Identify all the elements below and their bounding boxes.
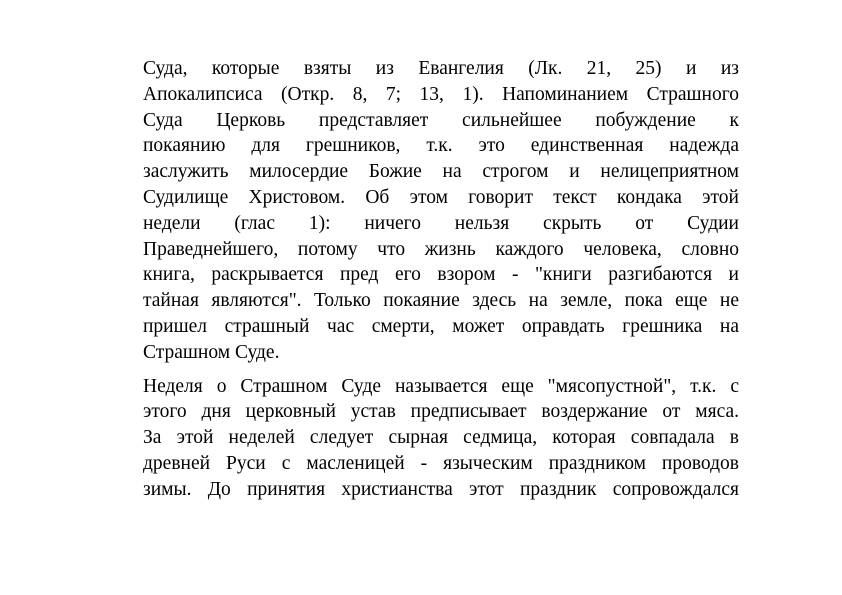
text-line: Суда, которые взяты из Евангелия (Лк. 21, 25) и из [143, 58, 739, 79]
text-line: Страшном Суде. [143, 341, 280, 363]
text-line: зимы. До принятия христианства этот праздник сопровождался [143, 478, 739, 500]
text-line: древней Руси с масленицей - языческим праздником проводов [143, 452, 739, 474]
text-line: этого дня церковный устав предписывает воздержание от мяса. [143, 401, 739, 423]
text-line: тайная являются". Только покаяние здесь на земле, пока еще не [143, 290, 739, 312]
text-line: Неделя о Страшном Суде называется еще "мясопустной", т.к. с [143, 375, 739, 397]
text-line: книга, раскрывается пред его взором - "книги разгибаются и [143, 264, 739, 286]
text-line: покаянию для грешников, т.к. это единственная надежда [143, 135, 739, 157]
body-text [143, 56, 739, 503]
text-line: Апокалипсиса (Откр. 8, 7; 13, 1). Напоминанием Страшного [143, 83, 739, 105]
text-line: пришел страшный час смерти, может оправдать грешника на [143, 315, 739, 337]
text-line: Судилище Христовом. Об этом говорит текст кондака этой [143, 186, 739, 208]
text-line: Праведнейшего, потому что жизнь каждого человека, словно [143, 238, 739, 260]
paragraph-spacer [143, 366, 739, 374]
text-line: заслужить милосердие Божие на строгом и нелицеприятном [143, 161, 739, 183]
paragraph-2 [143, 374, 739, 503]
text-line: Суда Церковь представляет сильнейшее побуждение к [143, 109, 739, 131]
text-line: За этой неделей следует сырная седмица, которая совпадала в [143, 427, 739, 449]
paragraph-1 [143, 56, 739, 366]
text-line: недели (глас 1): ничего нельзя скрыть от Судии [143, 212, 739, 234]
